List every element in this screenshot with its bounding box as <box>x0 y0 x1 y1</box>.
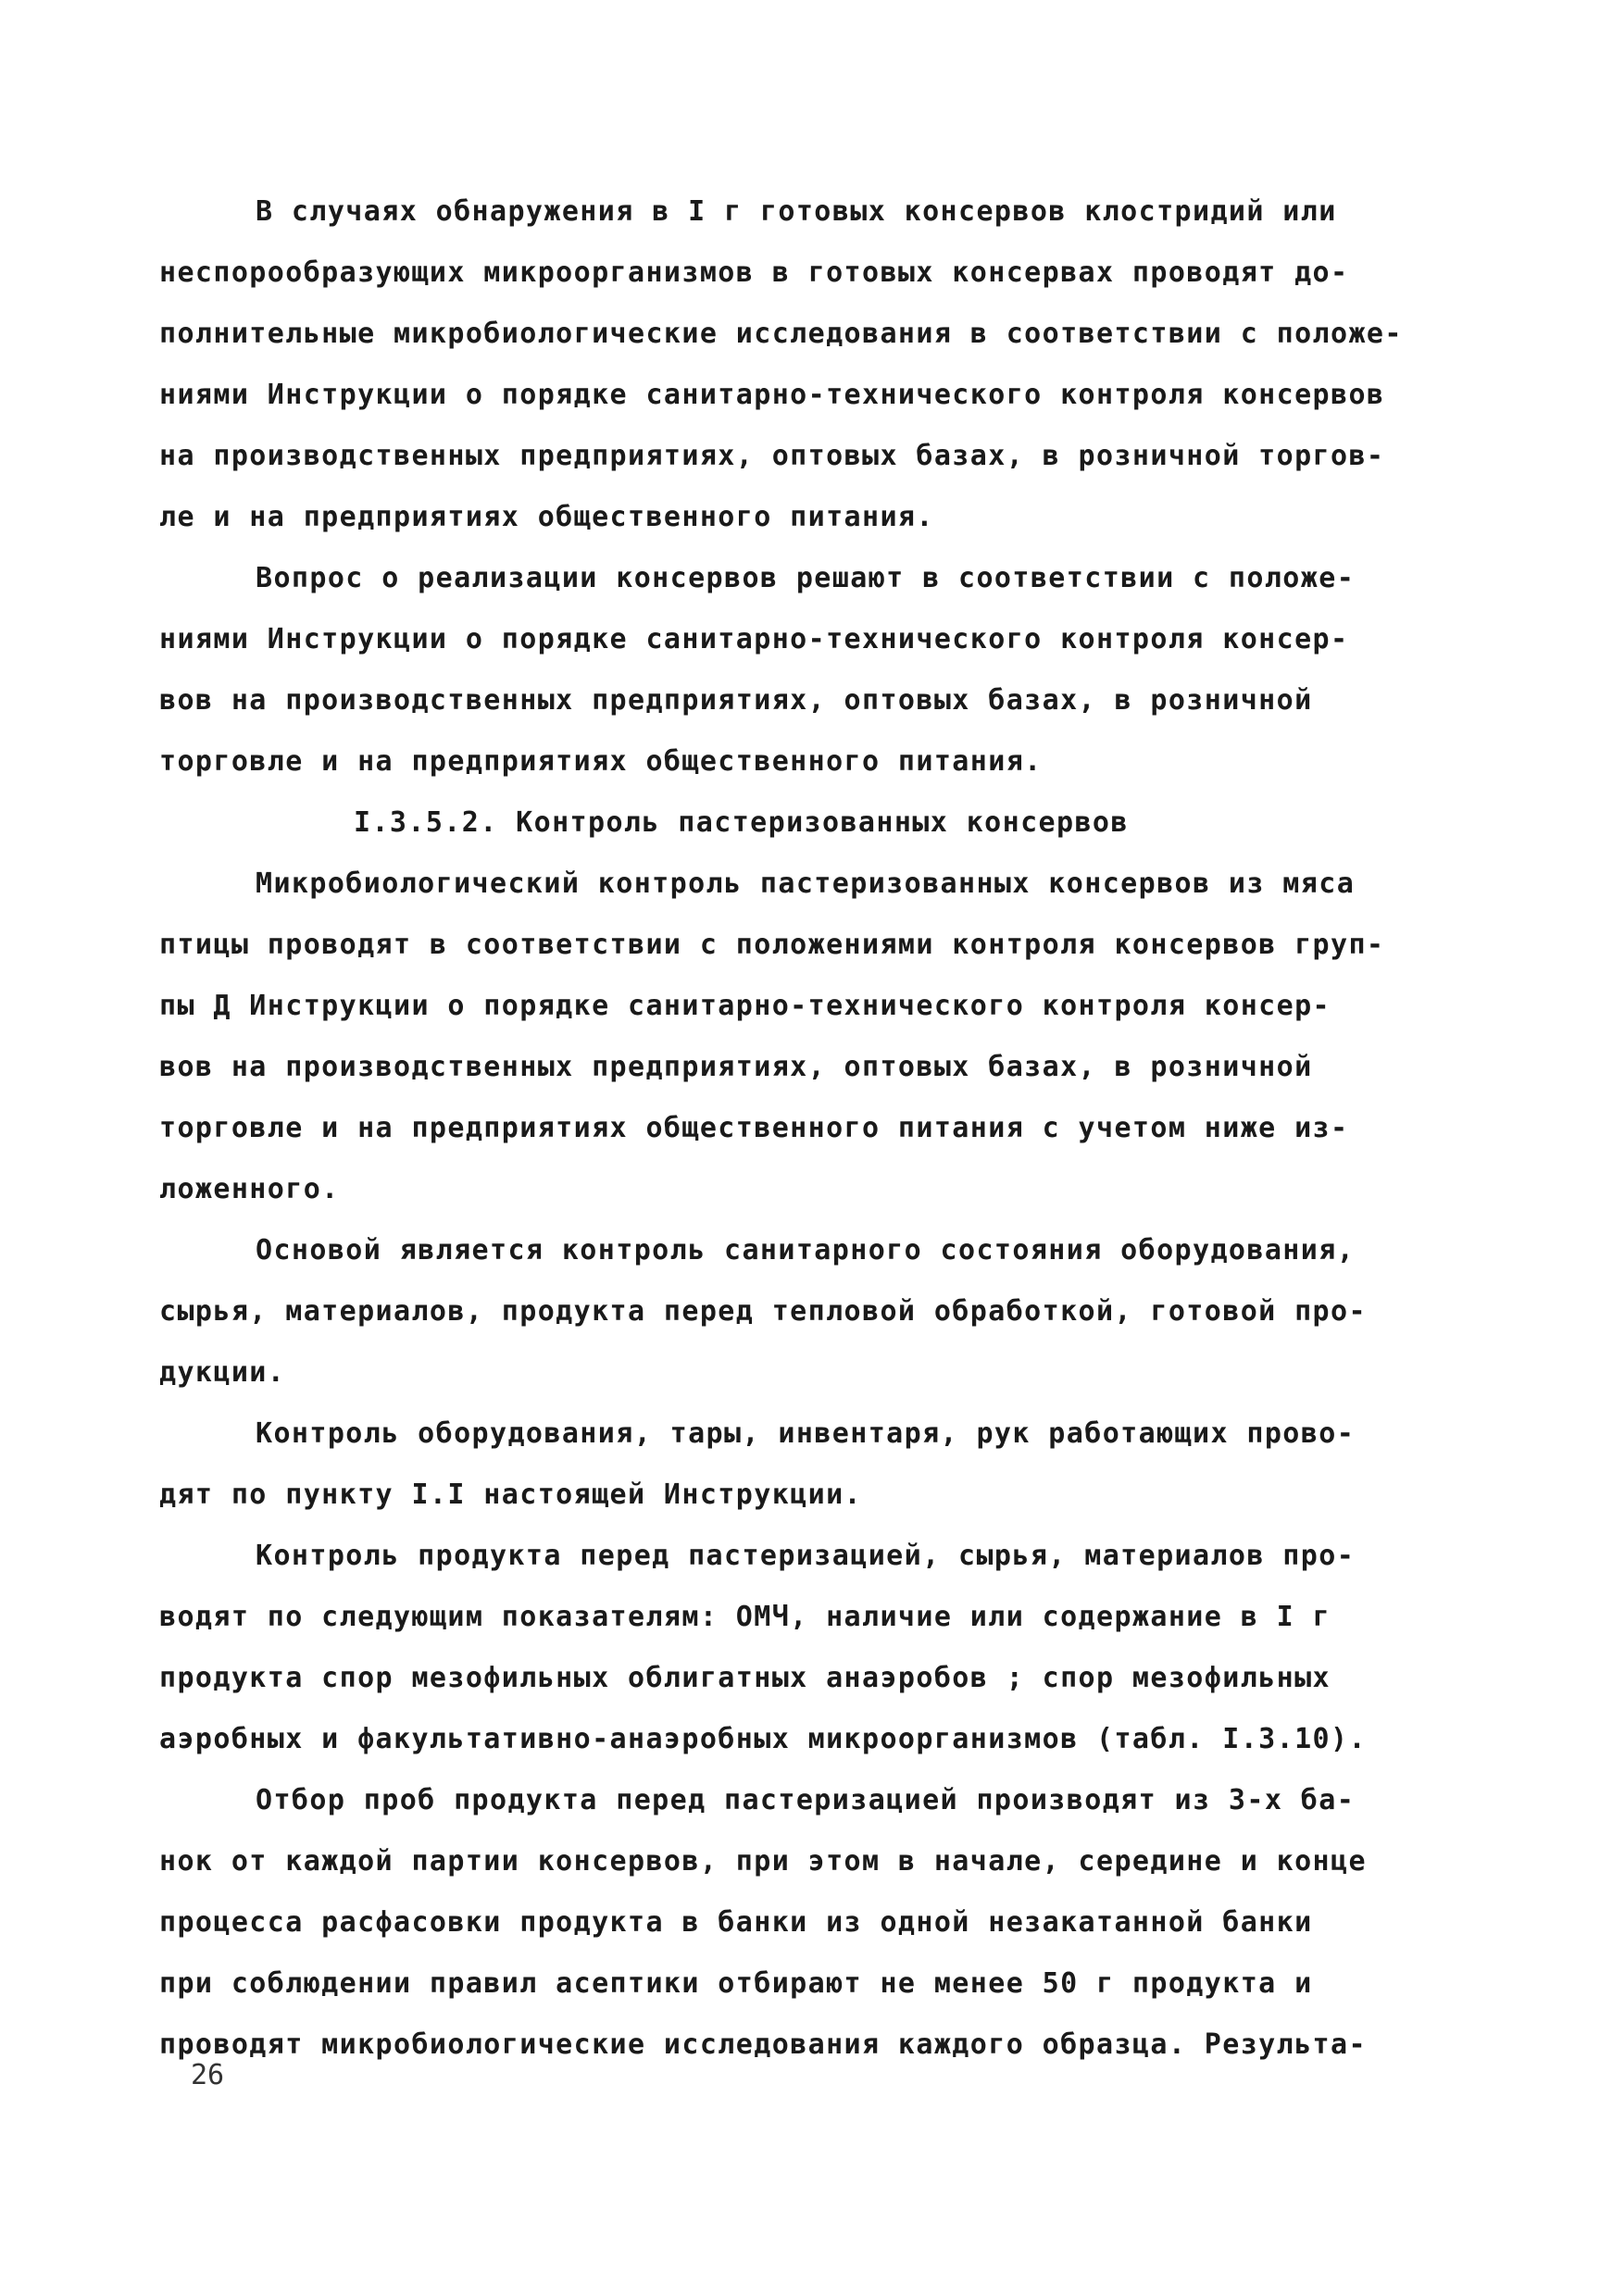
section-heading: I.3.5.2. Контроль пастеризованных консервов <box>354 806 1129 839</box>
text-line: вов на производственных предприятиях, оптовых базах, в розничной <box>159 1051 1313 1083</box>
text-line: Контроль оборудования, тары, инвентаря, рук работающих прово- <box>256 1417 1356 1450</box>
text-line: неспорообразующих микроорганизмов в готовых консервах проводят до- <box>159 256 1349 289</box>
text-line: ниями Инструкции о порядке санитарно-технического контроля консервов <box>159 379 1385 411</box>
text-line: сырья, материалов, продукта перед тепловой обработкой, готовой про- <box>159 1295 1367 1328</box>
text-line: ле и на предприятиях общественного питания. <box>159 501 934 533</box>
paragraph-1 <box>159 181 1456 548</box>
body-text <box>159 181 1456 2076</box>
text-line: нок от каждой партии консервов, при этом в начале, середине и конце <box>159 1845 1367 1878</box>
paragraph-2 <box>159 548 1456 792</box>
text-line: Микробиологический контроль пастеризованных консервов из мяса <box>256 867 1356 900</box>
text-line: на производственных предприятиях, оптовых базах, в розничной торгов- <box>159 440 1385 472</box>
text-line: пы Д Инструкции о порядке санитарно-технического контроля консер- <box>159 990 1331 1022</box>
text-line: при соблюдении правил асептики отбирают не менее 50 г продукта и <box>159 1967 1313 2000</box>
text-line: полнительные микробиологические исследования в соответствии с положе- <box>159 318 1403 350</box>
text-line: Вопрос о реализации консервов решают в соответствии с положе- <box>256 562 1356 594</box>
text-line: аэробных и факультативно-анаэробных микроорганизмов (табл. I.3.10). <box>159 1723 1367 1755</box>
text-line: дят по пункту I.I настоящей Инструкции. <box>159 1479 862 1511</box>
paragraph-5 <box>159 1404 1456 1526</box>
page-number: 26 <box>191 2059 225 2091</box>
text-line: вов на производственных предприятиях, оптовых базах, в розничной <box>159 684 1313 717</box>
text-line: В случаях обнаружения в I г готовых консервов клостридий или <box>256 195 1337 228</box>
text-line: торговле и на предприятиях общественного питания. <box>159 745 1043 778</box>
text-line: Отбор проб продукта перед пастеризацией производят из 3-х ба- <box>256 1784 1356 1816</box>
text-line: дукции. <box>159 1356 286 1389</box>
paragraph-3 <box>159 854 1456 1220</box>
text-line: проводят микробиологические исследования каждого образца. Результа- <box>159 2028 1367 2061</box>
paragraph-6 <box>159 1526 1456 1770</box>
text-line: птицы проводят в соответствии с положениями контроля консервов груп- <box>159 929 1385 961</box>
text-line: Основой является контроль санитарного состояния оборудования, <box>256 1234 1356 1267</box>
text-line: торговле и на предприятиях общественного питания с учетом ниже из- <box>159 1112 1349 1144</box>
text-line: Контроль продукта перед пастеризацией, сырья, материалов про- <box>256 1540 1356 1572</box>
text-line: ложенного. <box>159 1173 340 1205</box>
paragraph-4 <box>159 1220 1456 1404</box>
paragraph-7 <box>159 1770 1456 2076</box>
text-line: водят по следующим показателям: ОМЧ, наличие или содержание в I г <box>159 1601 1331 1633</box>
text-line: ниями Инструкции о порядке санитарно-технического контроля консер- <box>159 623 1349 655</box>
text-line: процесса расфасовки продукта в банки из одной незакатанной банки <box>159 1906 1313 1939</box>
text-line: продукта спор мезофильных облигатных анаэробов ; спор мезофильных <box>159 1662 1331 1694</box>
